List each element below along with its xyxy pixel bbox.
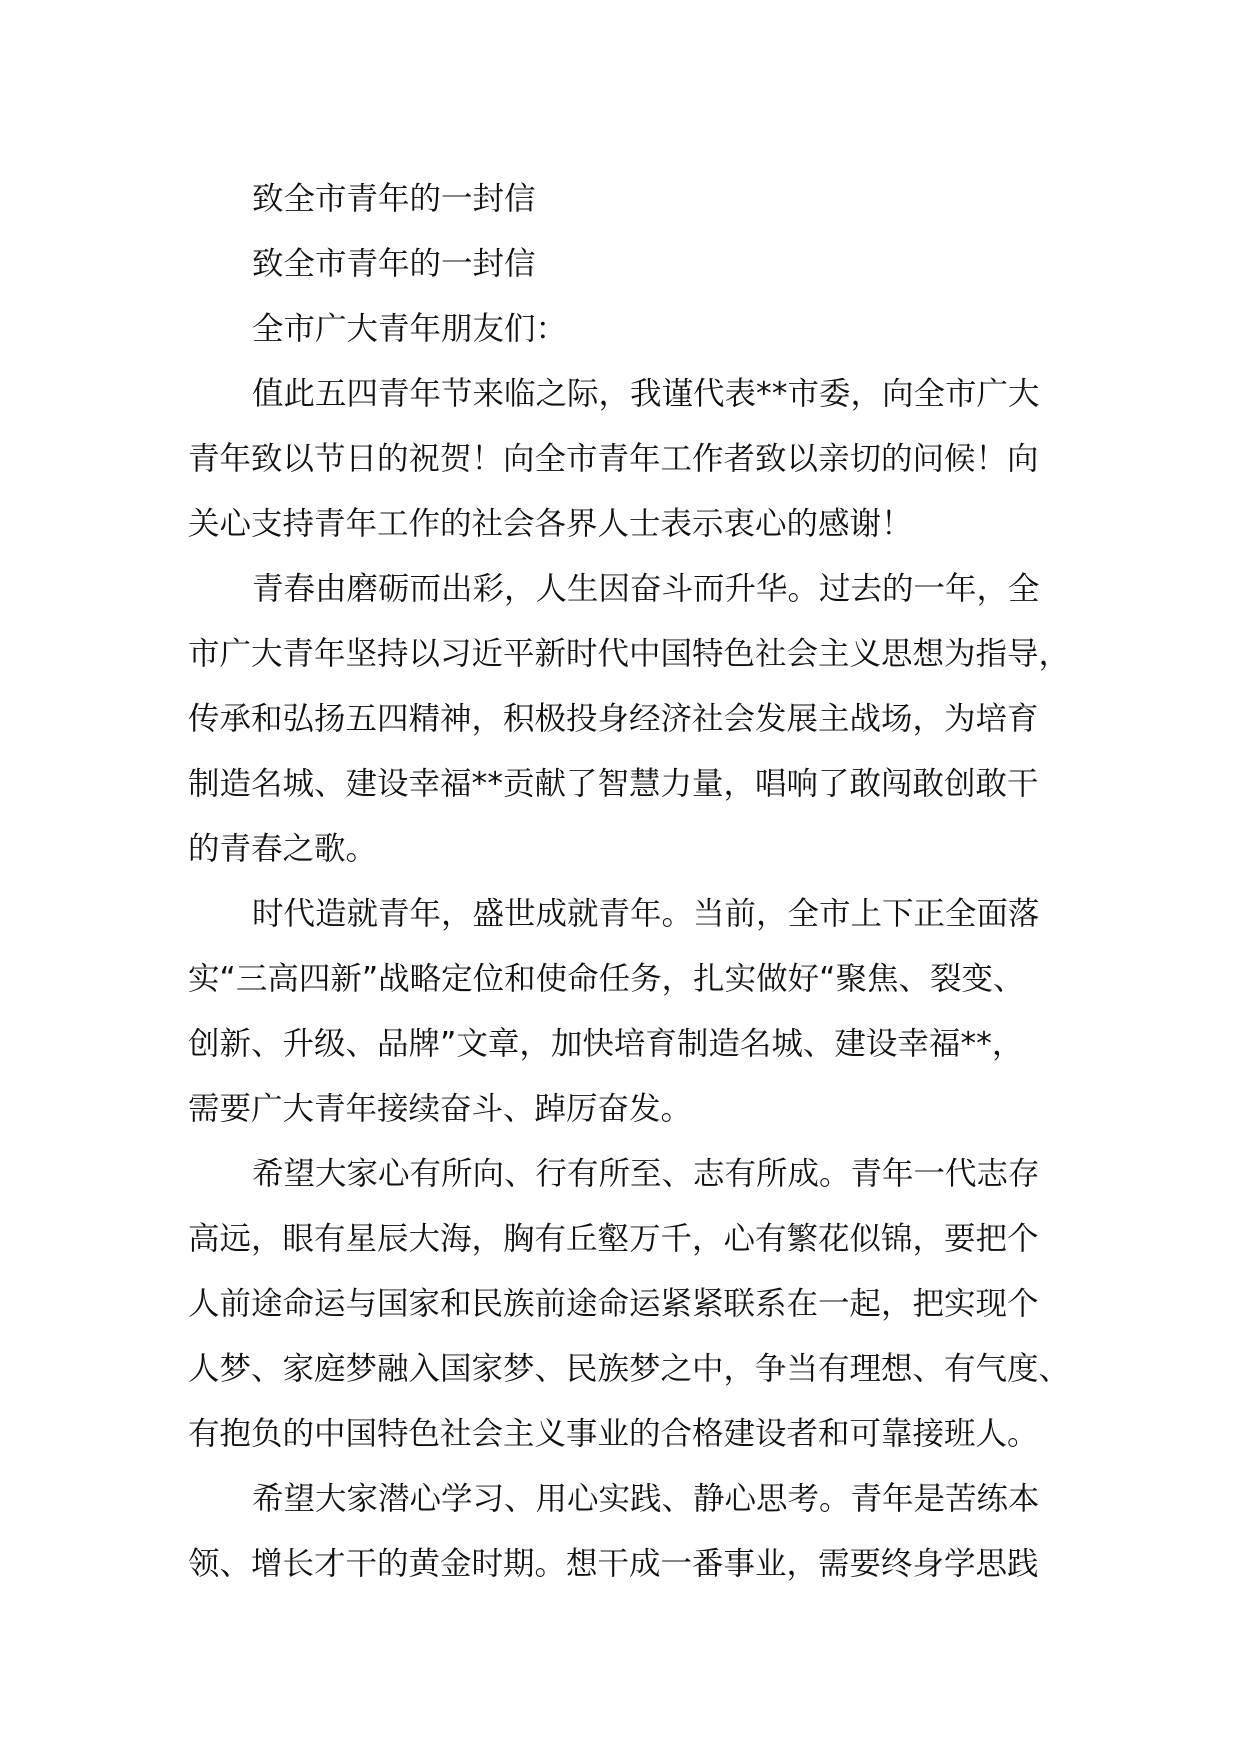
paragraph-line: 高远，眼有星辰大海，胸有丘壑万千，心有繁花似锦，要把个 [188,1221,1039,1257]
salutation: 全市广大青年朋友们： [252,311,568,347]
document-title: 致全市青年的一封信 [252,181,536,217]
paragraph-line: 实“三高四新”战略定位和使命任务，扎实做好“聚焦、裂变、 [188,961,1025,997]
paragraph-review [188,557,1071,882]
paragraph-line: 人梦、家庭梦融入国家梦、民族梦之中，争当有理想、有气度、 [188,1351,1071,1387]
paragraph-line: 值此五四青年节来临之际，我谨代表**市委，向全市广大 [252,376,1040,412]
paragraph-hope-aspiration [188,1142,1071,1467]
paragraph-line: 人前途命运与国家和民族前途命运紧紧联系在一起，把实现个 [188,1286,1039,1322]
paragraph-line: 需要广大青年接续奋斗、踔厉奋发。 [188,1091,693,1127]
paragraph-line: 青春由磨砺而出彩，人生因奋斗而升华。过去的一年，全 [252,571,1040,607]
paragraph-line: 时代造就青年，盛世成就青年。当前，全市上下正全面落 [252,896,1040,932]
letter-body [188,167,1071,1597]
paragraph-line: 关心支持青年工作的社会各界人士表示衷心的感谢！ [188,506,913,542]
document-title-repeat: 致全市青年的一封信 [252,246,536,282]
paragraph-line: 市广大青年坚持以习近平新时代中国特色社会主义思想为指导， [188,636,1071,672]
paragraph-line: 有抱负的中国特色社会主义事业的合格建设者和可靠接班人。 [188,1416,1039,1452]
paragraph-greeting [188,362,1058,557]
paragraph-line: 希望大家心有所向、行有所至、志有所成。青年一代志存 [252,1156,1040,1192]
paragraph-line: 领、增长才干的黄金时期。想干成一番事业，需要终身学思践 [188,1546,1039,1582]
paragraph-hope-study [188,1467,1058,1597]
paragraph-line: 希望大家潜心学习、用心实践、静心思考。青年是苦练本 [252,1481,1040,1517]
paragraph-line: 传承和弘扬五四精神，积极投身经济社会发展主战场，为培育 [188,701,1039,737]
paragraph-line: 的青春之歌。 [188,831,378,867]
paragraph-line: 制造名城、建设幸福**贡献了智慧力量，唱响了敢闯敢创敢干 [188,766,1039,802]
paragraph-era [188,882,1058,1142]
paragraph-line: 创新、升级、品牌”文章，加快培育制造名城、建设幸福**， [188,1026,1024,1062]
paragraph-line: 青年致以节日的祝贺！向全市青年工作者致以亲切的问候！向 [188,441,1039,477]
